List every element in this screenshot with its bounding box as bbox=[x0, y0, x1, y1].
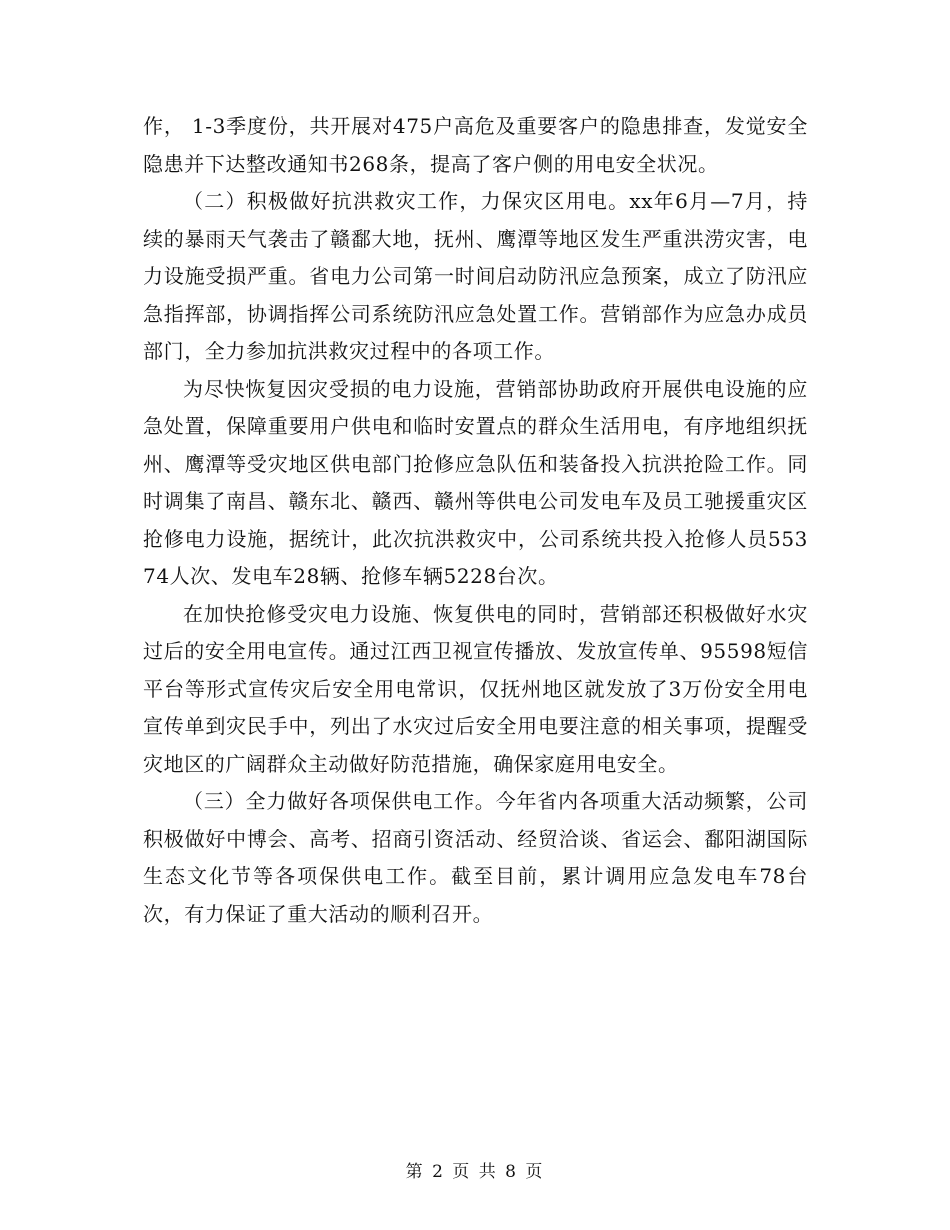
paragraph-power-guarantee: （三）全力做好各项保供电工作。今年省内各项重大活动频繁，公司积极做好中博会、高考、招商引资活动、经贸洽谈、省运会、鄱阳湖国际生态文化节等各项保供电工作。截至目前，累计调用应急发电车78台次，有力保证了重大活动的顺利召开。 bbox=[143, 789, 808, 926]
paragraph-flood-relief: （二）积极做好抗洪救灾工作，力保灾区用电。xx年6月—7月，持续的暴雨天气袭击了赣鄱大地，抚州、鹰潭等地区发生严重洪涝灾害，电力设施受损严重。省电力公司第一时间启动防汛应急预案，成立了防汛应急指挥部，协调指挥公司系统防汛应急处置工作。营销部作为应急办成员部门，全力参加抗洪救灾过程中的各项工作。 bbox=[143, 189, 808, 363]
paragraph-restoration: 为尽快恢复因灾受损的电力设施，营销部协助政府开展供电设施的应急处置，保障重要用户供电和临时安置点的群众生活用电，有序地组织抚州、鹰潭等受灾地区供电部门抢修应急队伍和装备投入抗洪抢险工作。同时调集了南昌、赣东北、赣西、赣州等供电公司发电车及员工驰援重灾区抢修电力设施，据统计，此次抗洪救灾中，公司系统共投入抢修人员55374人次、发电车28辆、抢修车辆5228台次。 bbox=[143, 376, 808, 588]
document-body bbox=[143, 108, 808, 933]
page-number-footer: 第 2 页 共 8 页 bbox=[405, 1162, 545, 1182]
paragraph-safety-publicity: 在加快抢修受灾电力设施、恢复供电的同时，营销部还积极做好水灾过后的安全用电宣传。通过江西卫视宣传播放、发放宣传单、95598短信平台等形式宣传灾后安全用电常识，仅抚州地区就发放了3万份安全用电宣传单到灾民手中，列出了水灾过后安全用电要注意的相关事项，提醒受灾地区的广阔群众主动做好防范措施，确保家庭用电安全。 bbox=[143, 601, 808, 776]
paragraph-continued: 作， 1-3季度份，共开展对475户高危及重要客户的隐患排查，发觉安全隐患并下达整改通知书268条，提高了客户侧的用电安全状况。 bbox=[143, 114, 808, 176]
